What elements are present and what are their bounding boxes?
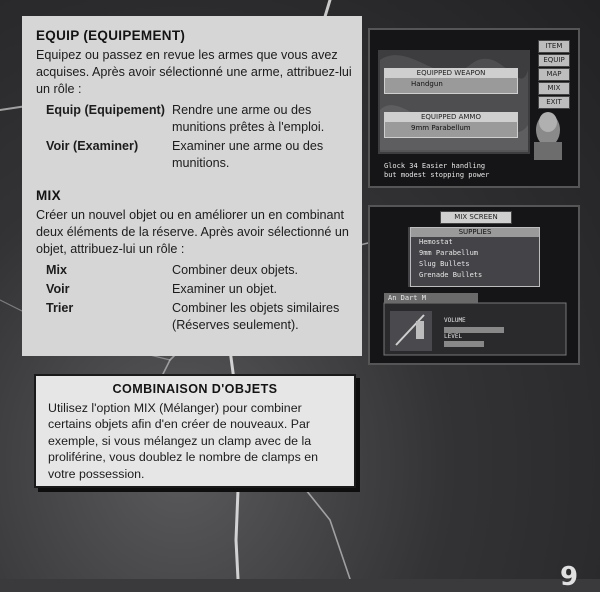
menu-item-exit: EXIT (538, 96, 570, 109)
equip-heading: EQUIP (EQUIPEMENT) (36, 28, 186, 43)
option-description: Examiner un objet. (172, 282, 278, 296)
mix-option-row (46, 281, 358, 298)
supplies-list-item: Slug Bullets (419, 260, 470, 268)
supplies-list (410, 227, 540, 287)
option-description: Examiner une arme ou des munitions. (172, 139, 324, 170)
equip-caption (384, 162, 489, 180)
volume-label: VOLUME (444, 317, 466, 324)
menu-item-mix: MIX (538, 82, 570, 95)
supplies-label: SUPPLIES (411, 228, 539, 237)
equipped-weapon-value: Handgun (411, 80, 443, 88)
equipped-weapon-bar (384, 68, 518, 94)
supplies-list-item: Hemostat (419, 238, 453, 246)
option-description: Rendre une arme ou des munitions prêtes à l'emploi. (172, 103, 325, 134)
callout-title: COMBINAISON D'OBJETS (112, 382, 278, 396)
menu-item-map: MAP (538, 68, 570, 81)
selected-item: An Dart M (384, 293, 478, 303)
supplies-list-item: 9mm Parabellum (419, 249, 479, 257)
option-term: Mix (46, 263, 67, 277)
equip-caption-line2: but modest stopping power (384, 171, 490, 179)
combination-callout (34, 374, 356, 488)
equip-options (46, 102, 358, 172)
equipped-ammo-bar (384, 112, 518, 138)
equip-screenshot (368, 28, 580, 188)
menu-item-equip: EQUIP (538, 54, 570, 67)
mix-options (46, 262, 358, 334)
mix-option-row (46, 262, 358, 279)
mix-heading: MIX (36, 188, 61, 203)
callout-text: Utilisez l'option MIX (Mélanger) pour combiner certains objets afin d'en créer de nouveaux. Par exemple, si vous mélangez un clamp avec de la proliférine, vous doublez le nombre de clamps en votre possession. (48, 401, 318, 481)
equipped-ammo-value: 9mm Parabellum (411, 124, 471, 132)
mix-intro: Créer un nouvel objet ou en améliorer un en combinant deux éléments de la réserve. Après avoir sélectionné un objet, attribuez-lui un rôle : (36, 208, 349, 256)
option-description: Combiner les objets similaires (Réserves seulement). (172, 301, 340, 332)
equipped-ammo-label: EQUIPPED AMMO (385, 113, 517, 122)
supplies-list-item: Grenade Bullets (419, 271, 483, 279)
equip-option-row (46, 138, 358, 172)
text-panel (22, 16, 362, 356)
option-term: Trier (46, 301, 74, 315)
option-term: Voir (46, 282, 70, 296)
option-description: Combiner deux objets. (172, 263, 299, 277)
level-label: LEVEL (444, 333, 463, 340)
option-term: Voir (Examiner) (46, 139, 139, 153)
mix-option-row (46, 300, 358, 334)
equip-intro: Equipez ou passez en revue les armes que vous avez acquises. Après avoir sélectionné une arme, attribuez-lui un rôle : (36, 48, 352, 96)
menu-item-item: ITEM (538, 40, 570, 53)
equipped-weapon-label: EQUIPPED WEAPON (385, 69, 517, 78)
equip-option-row (46, 102, 358, 136)
mix-screenshot (368, 205, 580, 365)
mix-screen-title: MIX SCREEN (440, 211, 512, 224)
page-number: 9 (560, 562, 579, 592)
equip-caption-line1: Glock 34 Easier handling (384, 162, 486, 170)
option-term: Equip (Equipement) (46, 103, 165, 117)
